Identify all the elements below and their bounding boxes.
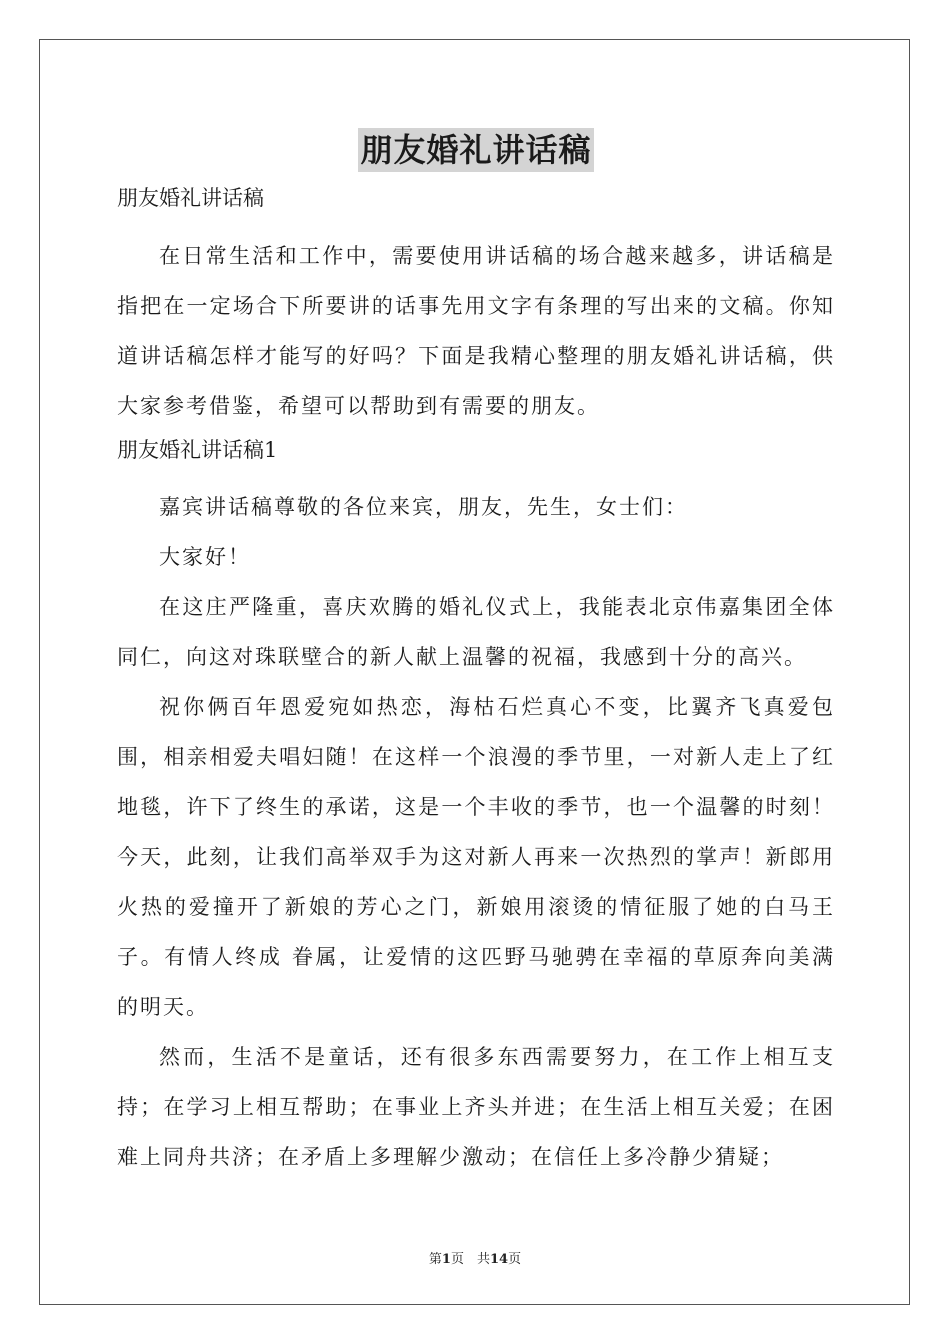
paragraph-life: 然而，生活不是童话，还有很多东西需要努力，在工作上相互支持；在学习上相互帮助；在事业上齐头并进；在生活上相互关爱；在困难上同舟共济；在矛盾上多理解少激动；在信任上多冷静少猜疑；	[117, 1045, 835, 1169]
document-title	[117, 128, 835, 176]
section-heading: 朋友婚礼讲话稿1	[117, 438, 278, 462]
document-body	[117, 128, 835, 1182]
paragraph-blessing: 在这庄严隆重，喜庆欢腾的婚礼仪式上，我能表北京伟嘉集团全体同仁，向这对珠联壁合的新人献上温馨的祝福，我感到十分的高兴。	[117, 595, 835, 669]
document-subtitle: 朋友婚礼讲话稿	[117, 186, 264, 210]
current-page-number: 1	[441, 1252, 451, 1267]
intro-paragraph: 在日常生活和工作中，需要使用讲话稿的场合越来越多，讲话稿是指把在一定场合下所要讲的话事先用文字有条理的写出来的文稿。你知道讲话稿怎样才能写的好吗？下面是我精心整理的朋友婚礼讲话稿，供大家参考借鉴，希望可以帮助到有需要的朋友。	[117, 244, 835, 418]
footer-mid: 页 共	[450, 1252, 490, 1267]
title-text: 朋友婚礼讲话稿	[358, 128, 593, 172]
footer-suffix: 页	[508, 1252, 522, 1267]
footer-prefix: 第	[428, 1252, 442, 1267]
total-page-number: 14	[489, 1252, 509, 1267]
paragraph-greeting-line: 嘉宾讲话稿尊敬的各位来宾，朋友，先生，女士们：	[159, 495, 688, 519]
paragraph-hello: 大家好！	[159, 545, 251, 569]
page-footer	[0, 1248, 950, 1267]
paragraph-wishes: 祝你俩百年恩爱宛如热恋，海枯石烂真心不变，比翼齐飞真爱包围，相亲相爱夫唱妇随！在这样一个浪漫的季节里，一对新人走上了红地毯，许下了终生的承诺，这是一个丰收的季节，也一个温馨的时刻！今天，此刻，让我们高举双手为这对新人再来一次热烈的掌声！新郎用火热的爱撞开了新娘的芳心之门，新娘用滚烫的情征服了她的白马王子。有情人终成 眷属，让爱情的这匹野马驰骋在幸福的草原奔向美满的明天。	[117, 695, 835, 1019]
